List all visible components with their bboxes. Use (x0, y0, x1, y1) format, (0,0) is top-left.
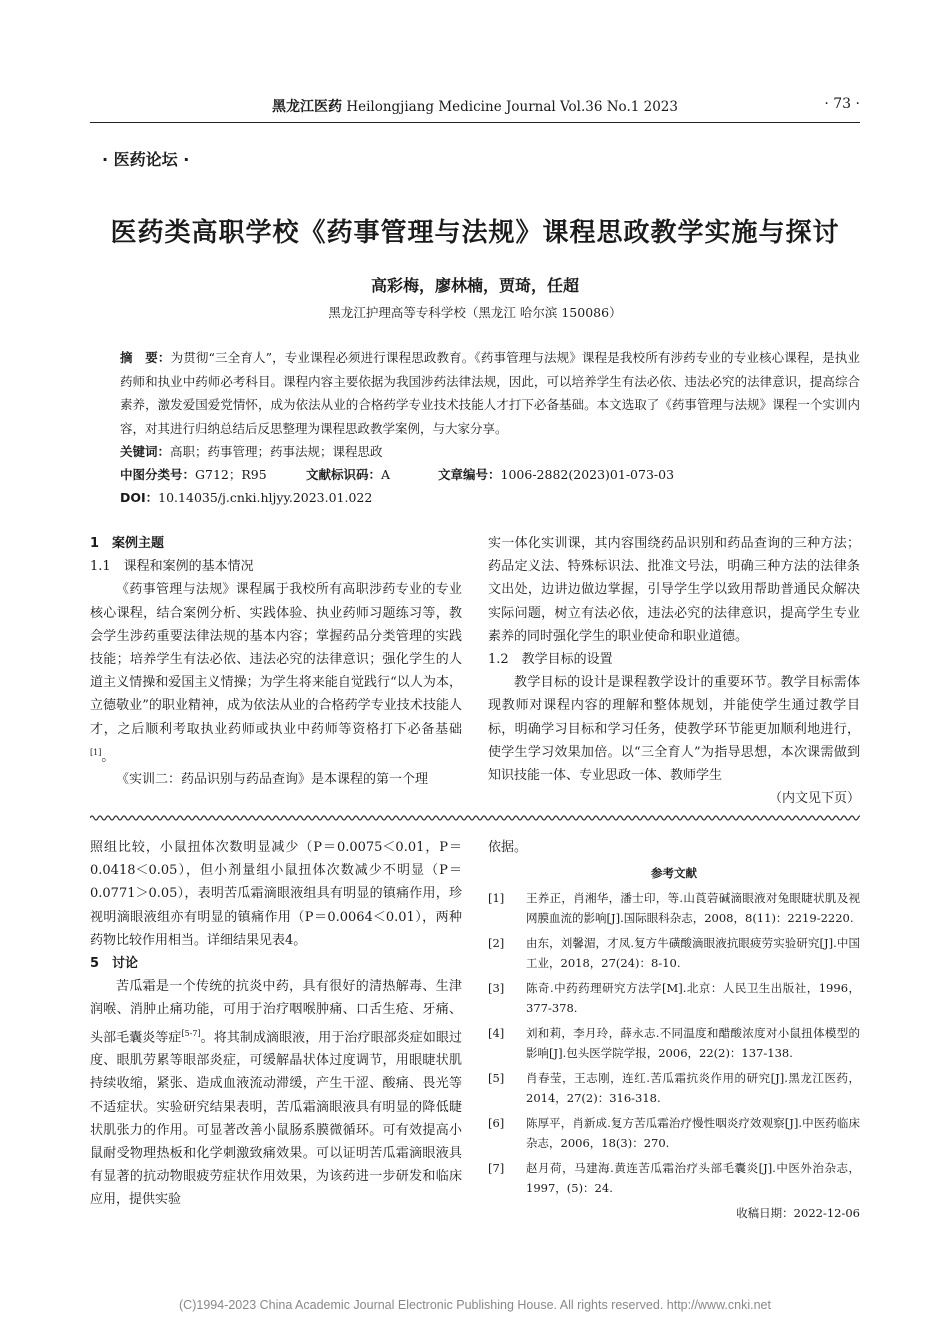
article-number (438, 463, 674, 486)
affiliation: 黑龙江护理高等专科学校（黑龙江 哈尔滨 150086） (328, 305, 622, 320)
reference-item (488, 1023, 860, 1064)
reference-item (488, 1113, 860, 1154)
page-number: · 73 · (824, 96, 860, 112)
classification-row (120, 463, 860, 486)
clc-label: 中图分类号： (120, 467, 196, 482)
abstract-text: 为贯彻“三全育人”，专业课程必须进行课程思政教育。《药事管理与法规》课程是我校所有涉药专业的专业核心课程，是执业药师和执业中药师必考科目。课程内容主要依据为我国涉药法律法规，因此，可以培养学生有法必依、违法必究的法律意识，提高综合素养，激发爱国爱党情怀，成为依法从业的合格药学专业技术技能人才打下必备基础。本文选取了《药事管理与法规》课程一个实训内容，对其进行归纳总结后反思整理为课程思政教学案例，与大家分享。 (120, 350, 860, 436)
doi-label: DOI： (120, 490, 159, 505)
article-number-value: 1006-2882(2023)01-073-03 (500, 467, 675, 482)
paper-title: 医药类高职学校《药事管理与法规》课程思政教学实施与探讨 (110, 218, 840, 248)
reference-item (488, 1158, 860, 1199)
heading-1-2: 1.2 教学目标的设置 (488, 652, 613, 668)
abstract (120, 346, 860, 509)
reference-number: [4] (488, 1025, 505, 1040)
reference-text: 陈厚平，肖新成.复方苦瓜霜治疗慢性咽炎疗效观察[J].中医药临床杂志，2006，18(3)：270. (526, 1115, 860, 1151)
paragraph: 照组比较，小鼠扭体次数明显减少（P＝0.0075＜0.01，P＝0.0418＜0.05），但小剂量组小鼠扭体次数减少不明显（P＝0.0771＞0.05），表明苦瓜霜滴眼液组具有明显的镇痛作用，珍视明滴眼液组亦有明显的镇痛作用（P＝0.0064＜0.01），两种药物比较作用相当。详细结果见表4。 (90, 840, 462, 948)
reference-number: [7] (488, 1160, 505, 1175)
reference-text: 由东，刘馨湄，才凤.复方牛磺酸滴眼液抗眼疲劳实验研究[J].中国工业，2018，27(24)：8-10. (526, 935, 860, 971)
doc-code-label: 文献标识码： (306, 467, 382, 482)
heading-1-1: 1.1 课程和案例的基本情况 (90, 559, 254, 575)
reference-list (488, 888, 860, 1199)
reference-number: [6] (488, 1115, 505, 1130)
journal-name-en: Heilongjiang Medicine Journal Vol.36 No.1 2023 (346, 99, 678, 115)
continued-note: （内文见下页） (768, 791, 860, 807)
doc-code (306, 463, 390, 486)
keywords (120, 440, 860, 463)
paragraph: 实一体化实训课，其内容围绕药品识别和药品查询的三种方法；药品定义法、特殊标识法、批准文号法，明确三种方法的法律条文出处，边讲边做边掌握，引导学生学以致用帮助普通民众解决实际问题，树立有法必依，违法必究的法律意识，提高学生专业素养的同时强化学生的职业使命和职业道德。 (488, 536, 860, 644)
abstract-body (120, 346, 860, 440)
clc-value: G712；R95 (195, 467, 267, 482)
article-number-label: 文章编号： (438, 467, 501, 482)
paragraph-end: 。 (101, 749, 115, 765)
references (488, 863, 860, 1223)
authors: 高彩梅，廖林楠，贾琦，任超 (370, 276, 579, 295)
paragraph-text: 苦瓜霜是一个传统的抗炎中药，具有很好的清热解毒、生津润喉、消肿止痛功能，可用于治疗咽喉肿痛、口舌生疮、牙痛、头部毛囊炎等症 (90, 979, 462, 1045)
lower-left-column (90, 836, 462, 1212)
paragraph: 教学目标的设计是课程教学设计的重要环节。教学目标需体现教师对课程内容的理解和整体规划，并能使学生通过教学目标，明确学习目标和学习任务，使教学环节能更加顺利地进行，使学生学习效果加倍。以“三全育人”为指导思想，本次课需做到知识技能一体、专业思政一体、教师学生 (488, 675, 860, 784)
reference-item (488, 888, 860, 929)
paragraph-text: 《药事管理与法规》课程属于我校所有高职涉药专业的专业核心课程，结合案例分析、实践体验、执业药师习题练习等，教会学生涉药重要法律法规的基本内容；掌握药品分类管理的实践技能；培养学生有法必依、违法必究的法律意识；强化学生的人道主义情操和爱国主义情操；为学生将来能自觉践行“以人为本，立德敬业”的职业精神，成为依法从业的合格药学专业技术技能人才，之后顺利考取执业药师或执业中药师等资格打下必备基础 (90, 582, 462, 737)
keywords-value: 高职；药事管理；药事法规；课程思政 (170, 444, 383, 459)
copyright-footer: (C)1994-2023 China Academic Journal Electronic Publishing House. All rights reserved. http://www.cnki.net (179, 1298, 771, 1312)
reference-number: [3] (488, 980, 505, 995)
paragraph (90, 975, 462, 1211)
upper-right-column (488, 532, 860, 810)
reference-text: 刘和莉，李月玲，薛永志.不同温度和醋酸浓度对小鼠扭体模型的影响[J].包头医学院学报，2006，22(2)：137-138. (526, 1025, 860, 1061)
journal-name-cn: 黑龙江医药 (272, 99, 343, 115)
reference-number: [1] (488, 890, 505, 905)
heading-discussion: 5 讨论 (90, 956, 139, 972)
paragraph-text-cont: 。将其制成滴眼液，用于治疗眼部炎症如眼过度、眼肌劳累等眼部炎症，可缓解晶状体过度调节，用眼睫状肌持续收缩，紧张、造成血液流动滞缓，产生干涩、酸痛、畏光等不适症状。实验研究结果表明，苦瓜霜滴眼液具有明显的降低睫状肌张力的作用。可显著改善小鼠肠系膜微循环。可有效提高小鼠耐受物理热板和化学刺激致痛效果。可以证明苦瓜霜滴眼液具有显著的抗动物眼疲劳症状作用效果，为该药进一步研发和临床应用，提供实验 (90, 1029, 462, 1208)
reference-text: 赵月荷，马建海.黄连苦瓜霜治疗头部毛囊炎[J].中医外治杂志，1997，(5)：24. (526, 1160, 860, 1196)
journal-name (90, 96, 860, 116)
running-header (90, 92, 860, 123)
section-label: · 医药论坛 · (102, 150, 190, 169)
reference-item (488, 1068, 860, 1109)
reference-text: 陈奇.中药药理研究方法学[M].北京：人民卫生出版社，1996，377-378. (526, 980, 860, 1016)
paragraph: 依据。 (488, 840, 528, 855)
reference-number: [5] (488, 1070, 505, 1085)
wavy-divider (90, 812, 860, 824)
doc-code-value: A (381, 467, 391, 482)
references-title: 参考文献 (651, 866, 697, 881)
reference-item (488, 978, 860, 1019)
abstract-label: 摘 要： (120, 350, 171, 365)
reference-text: 肖春莹，王志刚，连红.苦瓜霜抗炎作用的研究[J].黑龙江医药，2014，27(2)：316-318. (526, 1070, 860, 1106)
paragraph: 《实训二：药品识别与药品查询》是本课程的第一个理 (116, 772, 429, 788)
received-date: 收稿日期：2022-12-06 (736, 1205, 860, 1220)
upper-left-column (90, 532, 462, 792)
citation: [5-7] (181, 1028, 201, 1038)
clc (120, 463, 267, 486)
reference-text: 王养正，肖湘华，潘士印，等.山莨菪碱滴眼液对兔眼睫状肌及视网膜血流的影响[J].国际眼科杂志，2008，8(11)：2219-2220. (526, 890, 860, 926)
keywords-label: 关键词： (120, 444, 171, 459)
lower-right-column (488, 836, 860, 1223)
doi-value: 10.14035/j.cnki.hljyy.2023.01.022 (158, 490, 373, 505)
paragraph (90, 578, 462, 768)
citation: [1] (90, 747, 102, 757)
doi (120, 486, 860, 509)
reference-item (488, 933, 860, 974)
reference-number: [2] (488, 935, 505, 950)
heading-case-theme: 1 案例主题 (90, 536, 165, 551)
